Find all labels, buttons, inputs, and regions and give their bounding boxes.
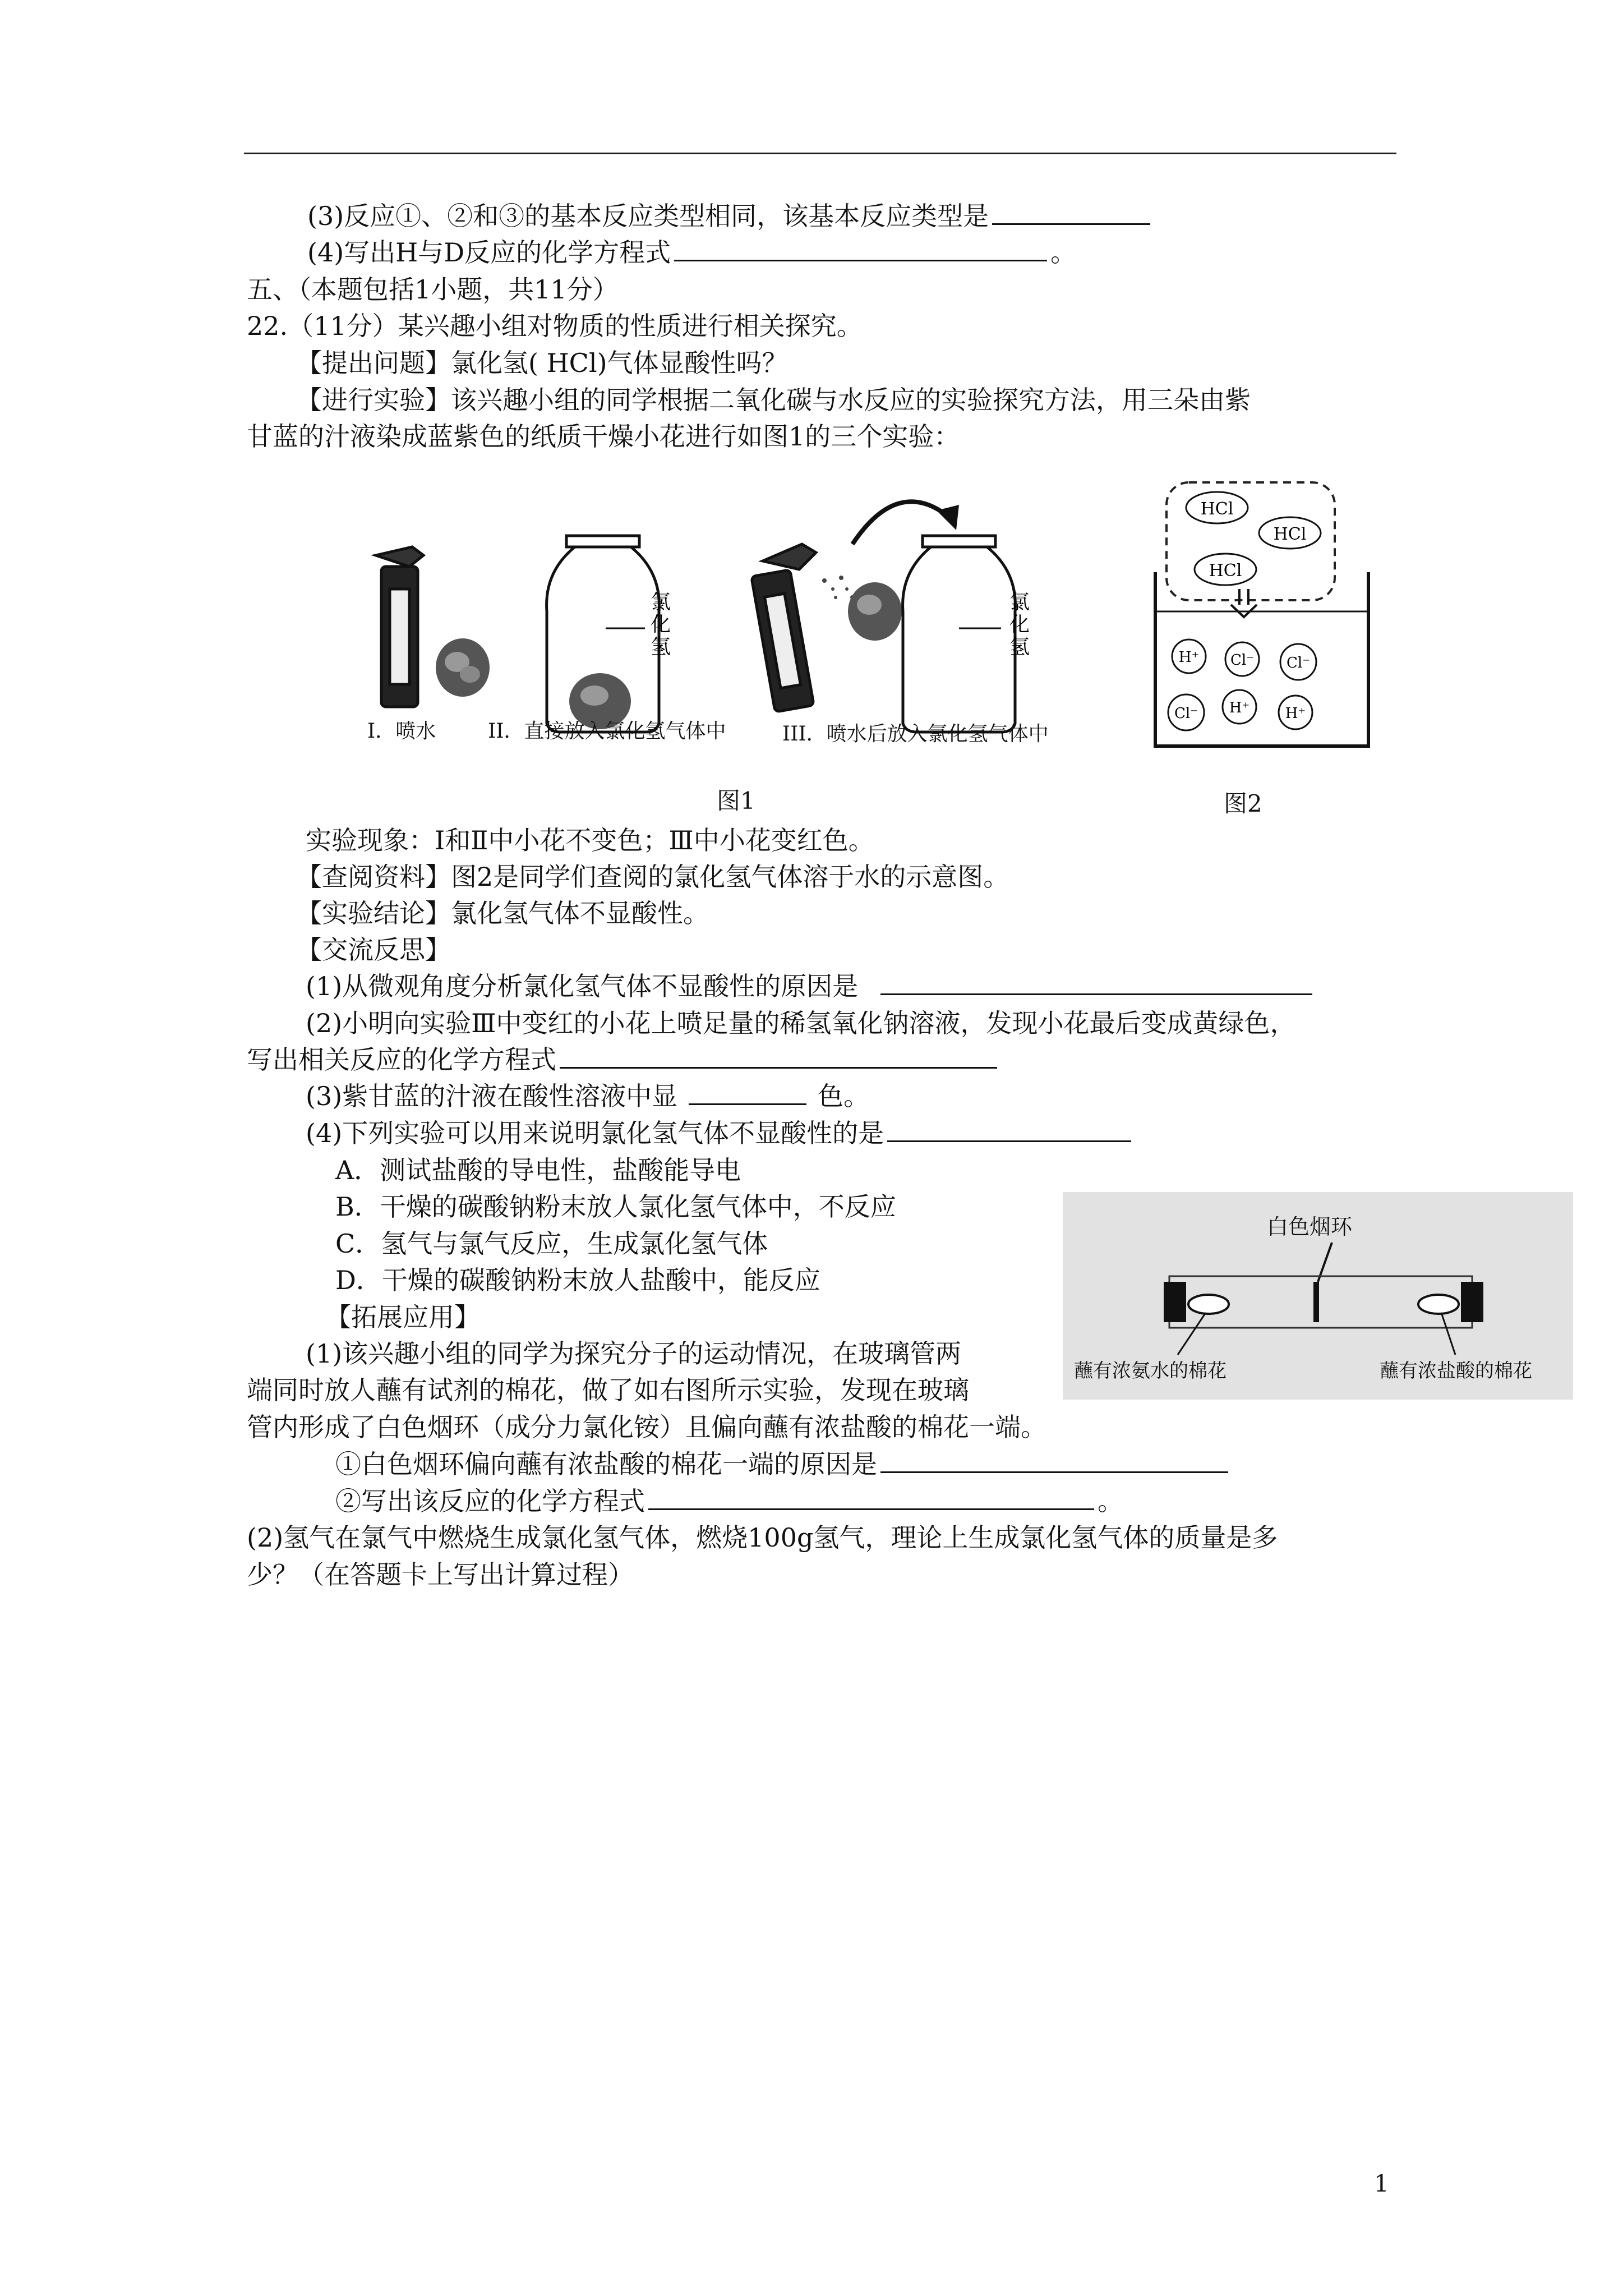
svg-text:Cl⁻: Cl⁻ bbox=[1174, 705, 1198, 722]
answer-blank[interactable] bbox=[880, 970, 1312, 995]
svg-text:HCl: HCl bbox=[1273, 524, 1307, 544]
hcl-molecule bbox=[1186, 492, 1248, 523]
answer-blank[interactable] bbox=[560, 1043, 997, 1069]
svg-text:H⁺: H⁺ bbox=[1229, 700, 1250, 716]
figure-2 bbox=[1150, 477, 1374, 757]
svg-text:H⁺: H⁺ bbox=[1178, 649, 1200, 666]
figure-2-drawing bbox=[1150, 477, 1374, 757]
curved-arrow-icon bbox=[852, 501, 959, 544]
option-b[interactable]: B．干燥的碳酸钠粉末放人氯化氢气体中，不反应 bbox=[335, 1191, 896, 1222]
svg-text:HCl: HCl bbox=[1200, 499, 1234, 519]
question-22-heading: 22.（11分）某兴趣小组对物质的性质进行相关探究。 bbox=[247, 311, 863, 341]
smoke-ring-label: 白色烟环 bbox=[1266, 1214, 1353, 1239]
gas-label-char: 氯 bbox=[651, 591, 671, 614]
question-4-line: (4)写出H与D反应的化学方程式 。 bbox=[307, 237, 1077, 268]
svg-text:Cl⁻: Cl⁻ bbox=[1287, 655, 1310, 671]
question-4-text: (4)写出H与D反应的化学方程式 bbox=[307, 237, 671, 268]
extend-1-line-3: 管内形成了白色烟环（成分力氯化铵）且偏向蘸有浓盐酸的棉花一端。 bbox=[247, 1412, 1046, 1442]
reflect-2-line-1: (2)小明向实验Ⅲ中变红的小花上喷足量的稀氢氧化钠溶液，发现小花最后变成黄绿色， bbox=[306, 1008, 1296, 1038]
question-3-line bbox=[307, 199, 1154, 233]
option-c[interactable]: C．氢气与氯气反应，生成氯化氢气体 bbox=[335, 1228, 768, 1259]
cotton-ammonia bbox=[1188, 1295, 1229, 1314]
gas-label-char: 化 bbox=[1009, 613, 1030, 636]
extend-1-line-1: (1)该兴趣小组的同学为探究分子的运动情况，在玻璃管两 bbox=[306, 1338, 962, 1369]
gas-jar-icon bbox=[903, 536, 1016, 732]
spray-mist bbox=[822, 576, 855, 600]
figure-3 bbox=[1063, 1192, 1573, 1400]
experiment-line-2: 甘蓝的汁液染成蓝紫色的纸质干燥小花进行如图1的三个实验： bbox=[247, 421, 960, 452]
down-arrow-icon bbox=[1231, 589, 1257, 617]
extend-2-line-2: 少？（在答题卡上写出计算过程） bbox=[247, 1559, 634, 1590]
right-label: 蘸有浓盐酸的棉花 bbox=[1380, 1360, 1532, 1382]
extend-heading: 【拓展应用】 bbox=[325, 1302, 480, 1332]
fig1-caption-i: I．喷水 bbox=[367, 720, 436, 743]
answer-blank[interactable] bbox=[880, 1448, 1228, 1473]
smoke-ring bbox=[1313, 1282, 1319, 1322]
answer-blank[interactable] bbox=[992, 200, 1150, 225]
option-d[interactable]: D．干燥的碳酸钠粉末放人盐酸中，能反应 bbox=[335, 1265, 820, 1295]
ask-question-line: 【提出问题】氯化氢( HCl)气体显酸性吗？ bbox=[296, 348, 788, 378]
gas-label-char: 氢 bbox=[651, 636, 671, 659]
ion bbox=[1168, 694, 1204, 730]
hcl-molecule bbox=[1259, 517, 1321, 549]
spray-bottle-icon bbox=[751, 544, 816, 712]
ion bbox=[1279, 696, 1312, 729]
answer-blank[interactable] bbox=[674, 236, 1047, 261]
left-label: 蘸有浓氨水的棉花 bbox=[1074, 1360, 1227, 1382]
fig1-caption-iii: III．喷水后放入氯化氢气体中 bbox=[782, 723, 1049, 746]
phenomenon-line: 实验现象：Ⅰ和Ⅱ中小花不变色；Ⅲ中小花变红色。 bbox=[306, 825, 874, 855]
ion bbox=[1225, 642, 1259, 676]
ion bbox=[1223, 690, 1256, 724]
answer-blank[interactable] bbox=[887, 1117, 1131, 1142]
reflect-heading: 【交流反思】 bbox=[296, 935, 451, 965]
answer-blank[interactable] bbox=[689, 1080, 806, 1105]
extend-2-line-1: (2)氢气在氯气中燃烧生成氯化氢气体，燃烧100g氢气，理论上生成氯化氢气体的质量是多 bbox=[247, 1522, 1278, 1553]
header-rule bbox=[244, 153, 1396, 154]
conclusion-line: 【实验结论】氯化氢气体不显酸性。 bbox=[296, 898, 709, 928]
svg-text:HCl: HCl bbox=[1209, 561, 1242, 581]
figure-1-title: 图1 bbox=[717, 787, 755, 815]
ion bbox=[1172, 639, 1206, 673]
reflect-2-line-2: 写出相关反应的化学方程式 bbox=[247, 1043, 1000, 1076]
figure-2-title: 图2 bbox=[1224, 790, 1262, 817]
cotton-hcl bbox=[1418, 1295, 1459, 1314]
ion bbox=[1280, 644, 1316, 680]
reflect-3-line: (3)紫甘蓝的汁液在酸性溶液中显 色。 bbox=[306, 1081, 870, 1111]
experiment-line-1: 【进行实验】该兴趣小组的同学根据二氧化碳与水反应的实验探究方法，用三朵由紫 bbox=[296, 385, 1251, 415]
hcl-molecule bbox=[1195, 554, 1256, 585]
spray-bottle-icon bbox=[376, 547, 423, 707]
tube-stopper-right bbox=[1461, 1282, 1483, 1322]
page-number: 1 bbox=[1374, 2170, 1389, 2197]
flower-icon bbox=[436, 638, 490, 697]
reflect-1-line: (1)从微观角度分析氯化氢气体不显酸性的原因是 bbox=[306, 969, 1316, 1003]
section-5-heading: 五、（本题包括1小题，共11分） bbox=[247, 274, 619, 305]
fig1-caption-ii: II．直接放入氯化氢气体中 bbox=[488, 720, 726, 743]
reflect-4-line: (4)下列实验可以用来说明氯化氢气体不显酸性的是 bbox=[306, 1116, 1135, 1150]
figure-3-drawing bbox=[1063, 1192, 1573, 1400]
gas-label-char: 氯 bbox=[1009, 591, 1030, 614]
question-3-text: (3)反应①、②和③的基本反应类型相同，该基本反应类型是 bbox=[307, 201, 989, 231]
gas-label-char: 氢 bbox=[1009, 636, 1030, 659]
gas-label-char: 化 bbox=[651, 613, 671, 636]
tube-stopper-left bbox=[1164, 1282, 1186, 1322]
lookup-line: 【查阅资料】图2是同学们查阅的氯化氢气体溶于水的示意图。 bbox=[296, 862, 1009, 892]
extend-1-i-line: ①白色烟环偏向蘸有浓盐酸的棉花一端的原因是 bbox=[335, 1447, 1232, 1481]
flower-icon bbox=[848, 582, 902, 641]
svg-text:Cl⁻: Cl⁻ bbox=[1230, 652, 1254, 669]
option-a[interactable]: A．测试盐酸的导电性，盐酸能导电 bbox=[335, 1155, 741, 1185]
svg-text:H⁺: H⁺ bbox=[1285, 705, 1306, 722]
answer-blank[interactable] bbox=[648, 1485, 1094, 1510]
extend-1-line-2: 端同时放人蘸有试剂的棉花，做了如右图所示实验，发现在玻璃 bbox=[247, 1375, 969, 1405]
extend-1-ii-line: ②写出该反应的化学方程式 。 bbox=[335, 1486, 1123, 1516]
